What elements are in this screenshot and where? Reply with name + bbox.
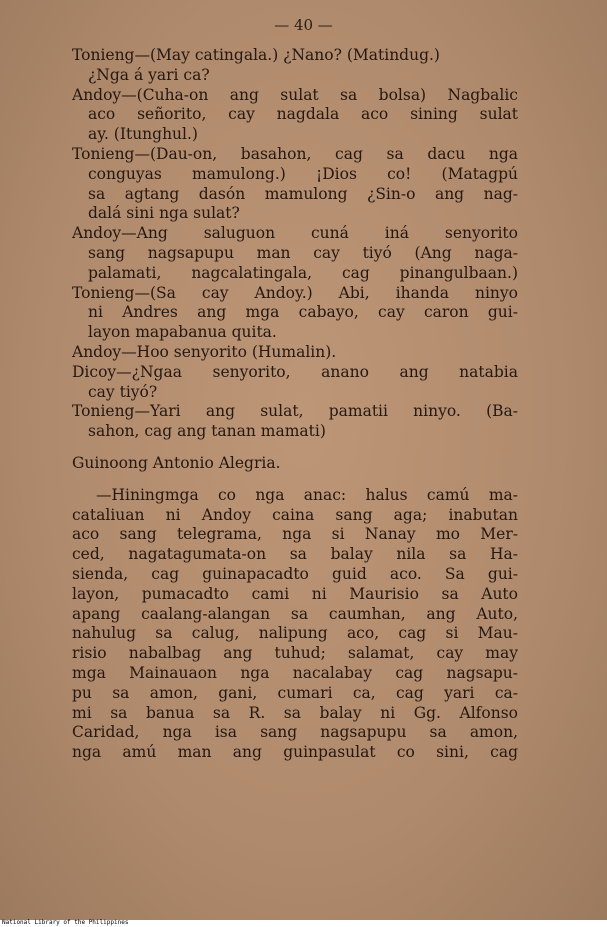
text-line: conguyas mamulong.) ¡Dios co! (Matagpú — [88, 164, 518, 183]
text-line: palamati, nagcalatingala, cag pinangulbaan.) — [88, 263, 518, 282]
text-line: risio nabalbag ang tuhud; salamat, cay may — [72, 644, 518, 663]
text-line: Tonieng—(Sa cay Andoy.) Abi, ihanda ninyo — [72, 283, 518, 302]
text-line: sahon, cag ang tanan mamati) — [88, 422, 326, 441]
text-line: Caridad, nga isa sang nagsapupu sa amon, — [72, 723, 518, 742]
text-line: sienda, cag guinapacadto guid aco. Sa gui- — [72, 564, 518, 583]
text-line: layon, pumacadto cami ni Maurisio sa Auto — [72, 584, 518, 603]
text-line: Andoy—(Cuha-on ang sulat sa bolsa) Nagbalic — [72, 85, 518, 104]
text-line: aco sang telegrama, nga si Nanay mo Mer- — [72, 525, 518, 544]
text-line: sang nagsapupu man cay tiyó (Ang naga- — [88, 243, 518, 262]
text-line: Guinoong Antonio Alegria. — [72, 453, 281, 472]
text-line: sa agtang dasón mamulong ¿Sin-o ang nag- — [88, 184, 518, 203]
blank-line — [72, 442, 518, 454]
text-line: —Hiningmga co nga anac: halus camú ma- — [96, 485, 518, 504]
text-line: apang caalang-alangan sa caumhan, ang Auto, — [72, 604, 518, 623]
text-line: ¿Nga á yari ca? — [88, 65, 210, 84]
text-line: Andoy—Ang saluguon cuná iná senyorito — [72, 224, 518, 243]
text-line: mi sa banua sa R. sa balay ni Gg. Alfonso — [72, 703, 518, 722]
text-line: mga Mainauaon nga nacalabay cag nagsapu- — [72, 663, 518, 682]
text-line: Dicoy—¿Ngaa senyorito, anano ang natabia — [72, 362, 518, 381]
text-line: Andoy—Hoo senyorito (Humalin). — [72, 342, 337, 361]
footer-credit: National Library of the Philippines — [2, 919, 129, 926]
blank-line — [72, 474, 518, 486]
text-line: ni Andres ang mga cabayo, cay caron gui- — [88, 303, 518, 322]
text-line: cataliuan ni Andoy caina sang aga; inabutan — [72, 505, 518, 524]
footer-bar — [0, 920, 607, 927]
text-line: nga amú man ang guinpasulat co sini, cag — [72, 743, 518, 762]
page-number: — 40 — — [274, 16, 333, 34]
text-line: pu sa amon, gani, cumari ca, cag yari ca- — [72, 683, 518, 702]
text-line: ced, nagatagumata-on sa balay nila sa Ha- — [72, 545, 518, 564]
text-line: Tonieng—Yari ang sulat, pamatii ninyo. (Ba- — [72, 402, 518, 421]
text-line: ay. (Itunghul.) — [88, 125, 198, 144]
text-line: dalá sini nga sulat? — [88, 204, 240, 223]
text-line: Tonieng—(Dau-on, basahon, cag sa dacu nga — [72, 144, 518, 163]
text-line: nahulug sa calug, nalipung aco, cag si Mau- — [72, 624, 518, 643]
text-line: aco señorito, cay nagdala aco sining sulat — [88, 105, 518, 124]
page-text — [72, 46, 518, 763]
text-line: layon mapabanua quita. — [88, 323, 277, 342]
text-line: cay tiyó? — [88, 382, 158, 401]
text-line: Tonieng—(May catingala.) ¿Nano? (Matindug.) — [72, 46, 440, 64]
